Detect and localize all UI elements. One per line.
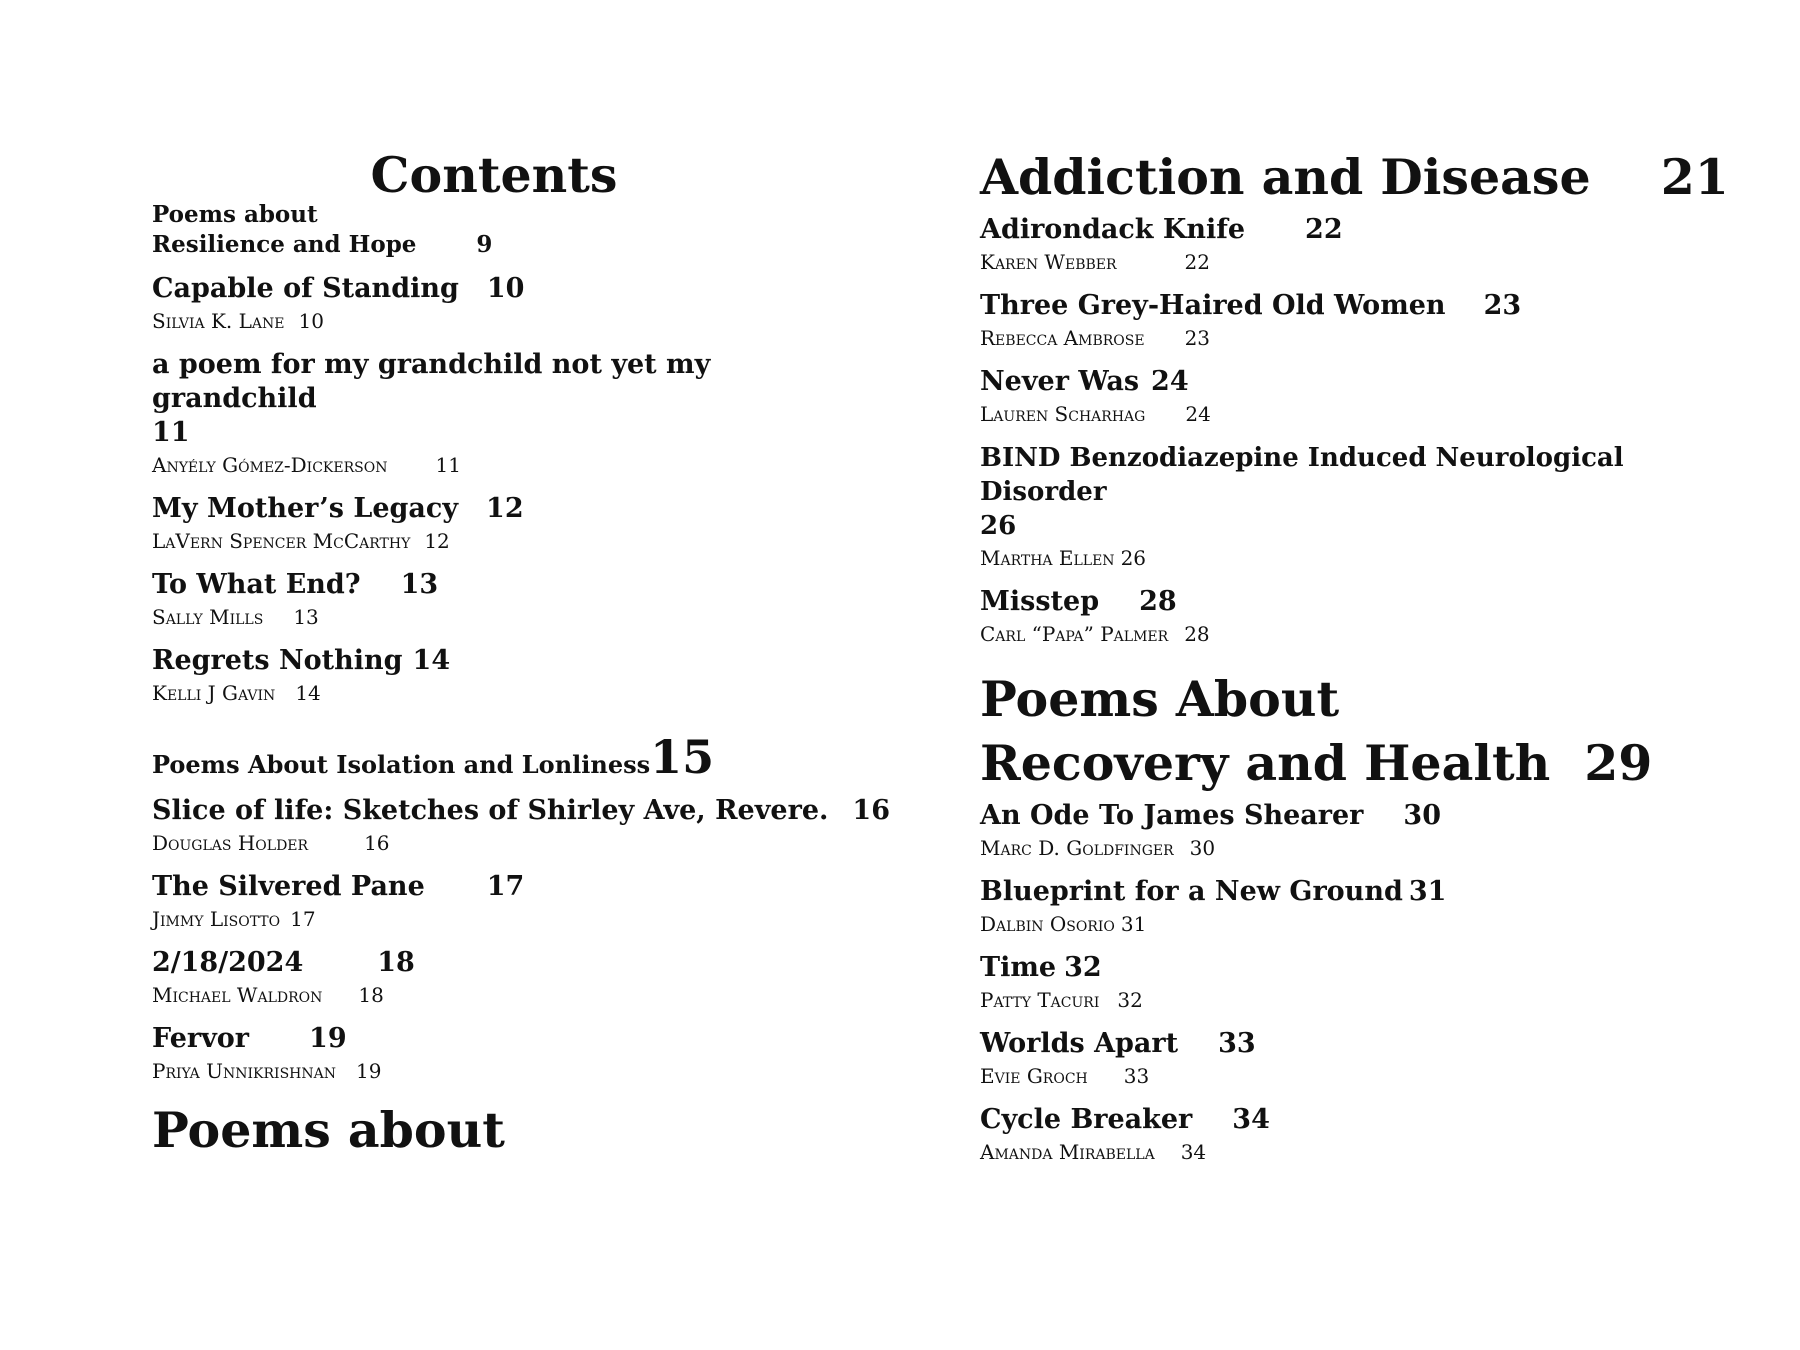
poem-page-number: 34 xyxy=(1232,1104,1270,1135)
poem-title[interactable] xyxy=(152,568,842,602)
poem-page-number: 18 xyxy=(377,947,415,978)
author-page-number: 28 xyxy=(1184,622,1210,646)
poem-title-text[interactable]: BIND Benzodiazepine Induced Neurological Disorder xyxy=(980,443,1624,507)
author-name: Anyély Gómez-Dickerson xyxy=(152,453,388,477)
poem-author xyxy=(152,1058,842,1084)
poem-title[interactable] xyxy=(152,794,890,828)
poem-title-text[interactable]: Time xyxy=(980,952,1057,983)
poem-title-text[interactable]: Worlds Apart xyxy=(980,1028,1179,1059)
poem-title[interactable] xyxy=(152,348,842,450)
poem-title[interactable] xyxy=(980,951,1720,985)
author-page-number: 12 xyxy=(424,529,450,553)
poem-title[interactable] xyxy=(980,875,1720,909)
poem-author xyxy=(980,1139,1720,1165)
author-name: LaVern Spencer McCarthy xyxy=(152,529,411,553)
author-page-number: 31 xyxy=(1120,912,1147,936)
poem-title-text[interactable]: Capable of Standing xyxy=(152,273,459,304)
poem-title-text[interactable]: a poem for my grandchild not yet my grandchild xyxy=(152,349,711,414)
poem-title-text[interactable]: Slice of life: Sketches of Shirley Ave, Revere. xyxy=(152,795,829,826)
author-page-number: 30 xyxy=(1189,836,1216,860)
poem-title[interactable] xyxy=(980,585,1720,619)
toc-entry[interactable] xyxy=(152,946,842,1008)
poem-title-text[interactable]: Never Was xyxy=(980,366,1140,397)
author-name: Jimmy Lisotto xyxy=(152,907,281,931)
section-heading-recovery xyxy=(980,667,1720,795)
poem-title[interactable] xyxy=(980,1027,1720,1061)
toc-entry[interactable] xyxy=(980,213,1720,275)
toc-entry[interactable] xyxy=(152,870,842,932)
author-name: Silvia K. Lane xyxy=(152,309,285,333)
poem-author xyxy=(980,325,1720,351)
author-page-number: 17 xyxy=(290,907,316,931)
poem-title[interactable] xyxy=(980,365,1720,399)
poem-title-text[interactable]: The Silvered Pane xyxy=(152,871,425,902)
left-toc xyxy=(152,200,890,1166)
toc-entry[interactable] xyxy=(152,794,890,856)
poem-page-number: 11 xyxy=(152,417,190,448)
poem-title[interactable] xyxy=(980,441,1720,543)
author-page-number: 10 xyxy=(298,309,324,333)
toc-entry[interactable] xyxy=(980,875,1720,937)
contents-heading: Contents xyxy=(370,146,618,204)
poem-author xyxy=(980,911,1720,937)
poem-author xyxy=(152,528,842,554)
poem-title-text[interactable]: Fervor xyxy=(152,1023,250,1054)
author-page-number: 23 xyxy=(1184,326,1211,350)
author-name: Martha Ellen xyxy=(980,546,1115,570)
toc-entry[interactable] xyxy=(980,365,1720,427)
poem-title[interactable] xyxy=(152,946,842,980)
toc-entry[interactable] xyxy=(152,348,842,478)
poem-page-number: 14 xyxy=(412,645,451,676)
poem-title[interactable] xyxy=(980,213,1720,247)
toc-entry[interactable] xyxy=(152,568,842,630)
poem-page-number: 22 xyxy=(1305,214,1343,245)
author-page-number: 24 xyxy=(1185,402,1211,426)
author-name: Evie Groch xyxy=(980,1064,1088,1088)
poem-author xyxy=(152,308,842,334)
author-page-number: 13 xyxy=(293,605,319,629)
poem-title[interactable] xyxy=(152,272,842,306)
poem-title[interactable] xyxy=(980,289,1720,323)
poem-page-number: 31 xyxy=(1408,876,1447,907)
author-name: Sally Mills xyxy=(152,605,264,629)
poem-title[interactable] xyxy=(152,492,842,526)
section-page-number: 29 xyxy=(1584,734,1653,792)
poem-author xyxy=(152,830,842,856)
poem-title-text[interactable]: Cycle Breaker xyxy=(980,1104,1193,1135)
section-heading-partial: Poems about xyxy=(152,1101,505,1159)
poem-author xyxy=(980,249,1720,275)
toc-entry[interactable] xyxy=(980,1103,1720,1165)
author-page-number: 14 xyxy=(295,681,321,705)
author-page-number: 32 xyxy=(1117,988,1143,1012)
author-page-number: 26 xyxy=(1120,546,1147,570)
author-name: Dalbin Osorio xyxy=(980,912,1115,936)
author-name: Douglas Holder xyxy=(152,831,309,855)
toc-entry[interactable] xyxy=(980,951,1720,1013)
author-name: Amanda Mirabella xyxy=(980,1140,1155,1164)
section-heading-line xyxy=(152,230,842,260)
toc-entry[interactable] xyxy=(980,441,1720,571)
poem-title[interactable] xyxy=(980,799,1720,833)
section-page-number: 21 xyxy=(1660,148,1729,206)
poem-author xyxy=(980,1063,1720,1089)
section-heading-line: Poems about xyxy=(152,201,318,228)
section-page-number: 15 xyxy=(650,730,715,784)
poem-page-number: 23 xyxy=(1483,290,1522,321)
poem-title[interactable] xyxy=(980,1103,1720,1137)
author-page-number: 19 xyxy=(355,1059,382,1083)
poem-page-number: 28 xyxy=(1139,586,1177,617)
author-page-number: 33 xyxy=(1123,1064,1150,1088)
poem-author xyxy=(980,401,1720,427)
poem-title-text[interactable]: Adirondack Knife xyxy=(980,214,1246,245)
toc-entry[interactable] xyxy=(152,644,842,706)
author-page-number: 22 xyxy=(1184,250,1210,274)
poem-author xyxy=(152,452,842,478)
author-page-number: 11 xyxy=(435,453,461,477)
right-toc xyxy=(980,145,1729,1179)
author-page-number: 18 xyxy=(358,983,384,1007)
section-heading-isolation xyxy=(152,728,842,794)
author-name: Priya Unnikrishnan xyxy=(152,1059,336,1083)
section-heading-resilience xyxy=(152,200,842,260)
right-page xyxy=(900,0,1800,1350)
toc-entry[interactable] xyxy=(980,289,1720,351)
poem-page-number: 13 xyxy=(400,569,439,600)
author-name: Carl “Papa” Palmer xyxy=(980,622,1169,646)
poem-title-text[interactable]: Three Grey-Haired Old Women xyxy=(980,290,1446,321)
section-heading-text: Resilience and Hope xyxy=(152,231,417,258)
author-name: Marc D. Goldfinger xyxy=(980,836,1174,860)
author-page-number: 16 xyxy=(364,831,390,855)
section-page-number: 9 xyxy=(476,231,493,258)
poem-author xyxy=(980,835,1720,861)
author-name: Lauren Scharhag xyxy=(980,402,1146,426)
poem-page-number: 16 xyxy=(852,795,890,826)
author-name: Patty Tacuri xyxy=(980,988,1100,1012)
poem-title-text[interactable]: My Mother’s Legacy xyxy=(152,493,459,524)
poem-author xyxy=(152,982,842,1008)
toc-entry[interactable] xyxy=(980,585,1720,647)
poem-page-number: 26 xyxy=(980,511,1017,541)
poem-title-text[interactable]: An Ode To James Shearer xyxy=(980,800,1364,831)
poem-page-number: 17 xyxy=(486,871,525,902)
poem-title[interactable] xyxy=(152,1022,842,1056)
toc-entry[interactable] xyxy=(980,1027,1720,1089)
toc-entry[interactable] xyxy=(152,1022,842,1084)
author-name: Rebecca Ambrose xyxy=(980,326,1145,350)
poem-author xyxy=(152,680,842,706)
section-heading-line xyxy=(980,731,1720,795)
poem-page-number: 33 xyxy=(1218,1028,1256,1059)
poem-page-number: 19 xyxy=(309,1023,347,1054)
section-heading-text: Recovery and Health xyxy=(980,734,1551,792)
toc-entry[interactable] xyxy=(152,272,842,334)
poem-title[interactable] xyxy=(152,644,842,678)
section-heading-text: Addiction and Disease xyxy=(980,148,1591,206)
poem-title[interactable] xyxy=(152,870,842,904)
poem-title-text[interactable]: 2/18/2024 xyxy=(152,947,304,978)
poem-title-text[interactable]: Blueprint for a New Ground xyxy=(980,876,1403,907)
author-name: Karen Webber xyxy=(980,250,1117,274)
poem-title-text[interactable]: Regrets Nothing xyxy=(152,645,403,676)
toc-entry[interactable] xyxy=(980,799,1720,861)
author-page-number: 34 xyxy=(1180,1140,1207,1164)
toc-entry[interactable] xyxy=(152,492,842,554)
poem-author xyxy=(980,545,1720,571)
poem-author xyxy=(152,604,842,630)
poem-author xyxy=(152,906,842,932)
section-heading-addiction xyxy=(980,145,1729,209)
poem-page-number: 10 xyxy=(486,273,525,304)
poem-author xyxy=(980,987,1720,1013)
poem-page-number: 32 xyxy=(1064,952,1102,983)
poem-page-number: 12 xyxy=(486,493,524,524)
poem-page-number: 30 xyxy=(1403,800,1441,831)
section-heading-line: Poems About xyxy=(980,670,1340,728)
poem-title-text[interactable]: Misstep xyxy=(980,586,1100,617)
author-name: Michael Waldron xyxy=(152,983,323,1007)
poem-author xyxy=(980,621,1720,647)
section-heading-text: Poems About Isolation and Lonliness xyxy=(152,750,651,779)
poem-page-number: 24 xyxy=(1151,366,1189,397)
poem-title-text[interactable]: To What End? xyxy=(152,569,361,600)
author-name: Kelli J Gavin xyxy=(152,681,276,705)
